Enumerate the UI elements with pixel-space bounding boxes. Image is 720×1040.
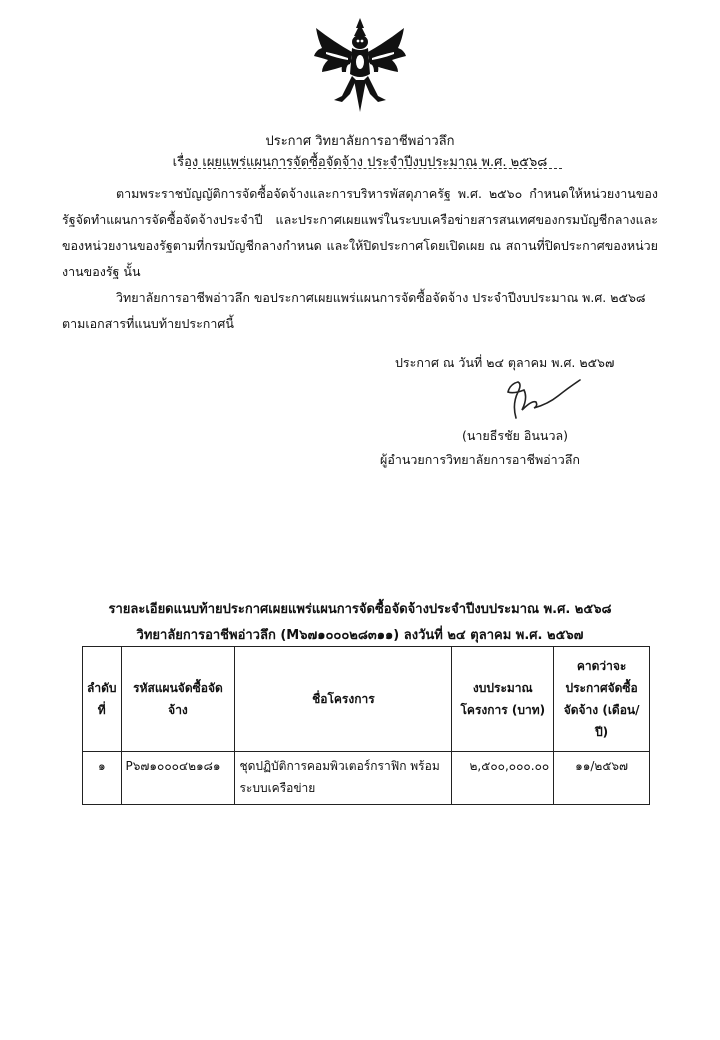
row-expected: ๑๑/๒๕๖๗: [554, 752, 650, 805]
column-header-plan-code: รหัสแผนจัดซื้อจัดจ้าง: [121, 647, 235, 752]
row-plan-code: P๖๗๑๐๐๐๔๒๑๘๑: [121, 752, 235, 805]
announcement-subject: เรื่อง เผยแพร่แผนการจัดซื้อจัดจ้าง ประจำปีงบประมาณ พ.ศ. ๒๕๖๘: [172, 155, 548, 170]
column-header-no: ลำดับที่: [83, 647, 122, 752]
row-budget: ๒,๕๐๐,๐๐๐.๐๐: [452, 752, 554, 805]
header-divider: [188, 168, 562, 169]
table-row: [83, 752, 650, 805]
signatory-name: (นายธีรชัย อินนวล): [461, 428, 569, 443]
procurement-plan-table: [82, 646, 650, 805]
signatory-position: ผู้อำนวยการวิทยาลัยการอาชีพอ่าวลึก: [380, 452, 580, 467]
attachment-title: รายละเอียดแนบท้ายประกาศเผยแพร่แผนการจัดซื้อจัดจ้างประจำปีงบประมาณ พ.ศ. ๒๕๖๘: [108, 602, 612, 617]
body-paragraph-2: วิทยาลัยการอาชีพอ่าวลึก ขอประกาศเผยแพร่แผนการจัดซื้อจัดจ้าง ประจำปีงบประมาณ พ.ศ. ๒๕๖๘ ตามเอกสารที่แนบท้ายประกาศนี้: [62, 290, 646, 331]
garuda-emblem-icon: [312, 16, 408, 116]
row-project: ชุดปฏิบัติการคอมพิวเตอร์กราฟิก พร้อมระบบเครือข่าย: [235, 752, 452, 805]
announcement-issuer: ประกาศ วิทยาลัยการอาชีพอ่าวลึก: [265, 134, 455, 149]
table-header-row: [83, 647, 650, 752]
announcement-date: ประกาศ ณ วันที่ ๒๔ ตุลาคม พ.ศ. ๒๕๖๗: [395, 355, 615, 370]
body-paragraph-1: ตามพระราชบัญญัติการจัดซื้อจัดจ้างและการบริหารพัสดุภาครัฐ พ.ศ. ๒๕๖๐ กำหนดให้หน่วยงานของรัฐจัดทำแผนการจัดซื้อจัดจ้างประจำปี และประกาศเผยแพร่ในระบบเครือข่ายสารสนเทศของกรมบัญชีกลางและของหน่วยงานของรัฐตามที่กรมบัญชีกลางกำหนด และให้ปิดประกาศโดยเปิดเผย ณ สถานที่ปิดประกาศของหน่วยงานของรัฐ นั้น: [62, 186, 658, 279]
column-header-budget: งบประมาณโครงการ (บาท): [452, 647, 554, 752]
attachment-subtitle: วิทยาลัยการอาชีพอ่าวลึก (M๖๗๑๐๐๐๒๘๓๑๑) ลงวันที่ ๒๔ ตุลาคม พ.ศ. ๒๕๖๗: [136, 628, 584, 643]
row-no: ๑: [83, 752, 122, 805]
column-header-expected: คาดว่าจะประกาศจัดซื้อจัดจ้าง (เดือน/ปี): [554, 647, 650, 752]
column-header-project: ชื่อโครงการ: [235, 647, 452, 752]
handwritten-signature-icon: [488, 374, 588, 424]
